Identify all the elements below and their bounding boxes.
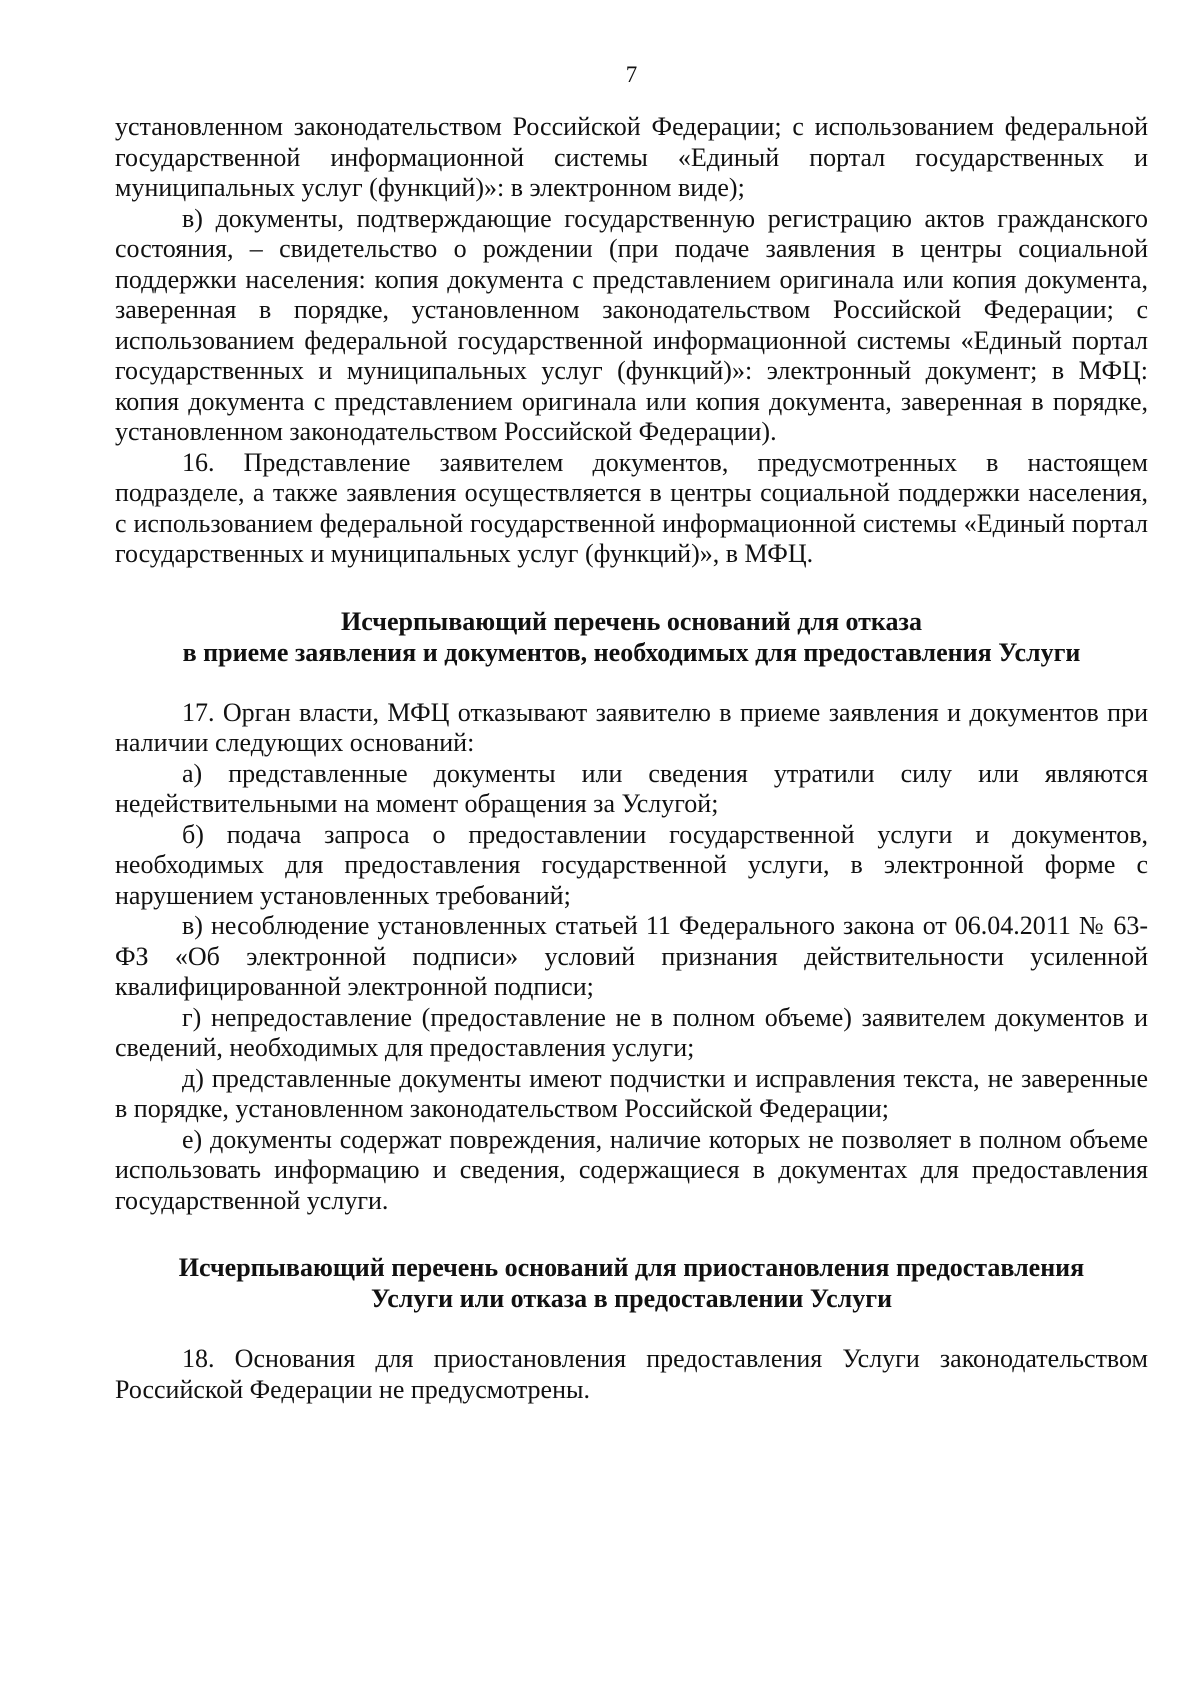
heading-line: Услуги или отказа в предоставлении Услуги [370, 1284, 893, 1313]
paragraph-18: 18. Основания для приостановления предоставления Услуги законодательством Российской Федерации не предусмотрены. [115, 1344, 1148, 1404]
paragraph-17: 17. Орган власти, МФЦ отказывают заявителю в приеме заявления и документов при наличии следующих оснований: [115, 697, 1148, 757]
paragraph-item-b: б) подача запроса о предоставлении государственной услуги и документов, необходимых для предоставления государственной услуги, в электронной форме с нарушением установленных требований; [115, 819, 1148, 910]
heading-line: Исчерпывающий перечень оснований для приостановления предоставления [178, 1253, 1085, 1282]
section-heading-suspension [115, 1252, 1148, 1314]
paragraph-item-v2: в) несоблюдение установленных статьей 11 Федерального закона от 06.04.2011 № 63-ФЗ «Об электронной подписи» условий признания действительности усиленной квалифицированной электронной подписи; [115, 911, 1148, 1001]
page-number: 7 [625, 62, 638, 87]
heading-line: в приеме заявления и документов, необходимых для предоставления Услуги [182, 637, 1081, 667]
section-heading-refusal-reception [115, 606, 1148, 668]
paragraph-item-d: д) представленные документы имеют подчистки и исправления текста, не заверенные в порядке, установленном законодательством Российской Федерации; [115, 1063, 1148, 1123]
paragraph-item-v: в) документы, подтверждающие государственную регистрацию актов гражданского состояния, – свидетельство о рождении (при подаче заявления в центры социальной поддержки населения: копия документа с представлением оригинала или копия документа, заверенная в порядке, установленном законодательством Российской Федерации; с использованием федеральной государственной информационной системы «Единый портал государственных и муниципальных услуг (функций)»: электронный документ; в МФЦ: копия документа с представлением оригинала или копия документа, заверенная в порядке, установленном законодательством Российской Федерации). [115, 203, 1148, 446]
paragraph-item-g: г) непредоставление (предоставление не в полном объеме) заявителем документов и сведений, необходимых для предоставления услуги; [115, 1002, 1148, 1062]
paragraph-item-e: е) документы содержат повреждения, наличие которых не позволяет в полном объеме использовать информацию и сведения, содержащиеся в документах для предоставления государственной услуги. [115, 1124, 1148, 1215]
document-page [115, 60, 1148, 1405]
heading-line: Исчерпывающий перечень оснований для отказа [341, 606, 922, 636]
paragraph-continuation: установленном законодательством Российской Федерации; с использованием федеральной государственной информационной системы «Единый портал государственных и муниципальных услуг (функций)»: в электронном виде); [115, 112, 1148, 202]
paragraph-16: 16. Представление заявителем документов, предусмотренных в настоящем подразделе, а также заявления осуществляется в центры социальной поддержки населения, с использованием федеральной государственной информационной системы «Единый портал государственных и муниципальных услуг (функций)», в МФЦ. [115, 447, 1148, 568]
paragraph-item-a: а) представленные документы или сведения утратили силу или являются недействительными на момент обращения за Услугой; [115, 758, 1148, 818]
